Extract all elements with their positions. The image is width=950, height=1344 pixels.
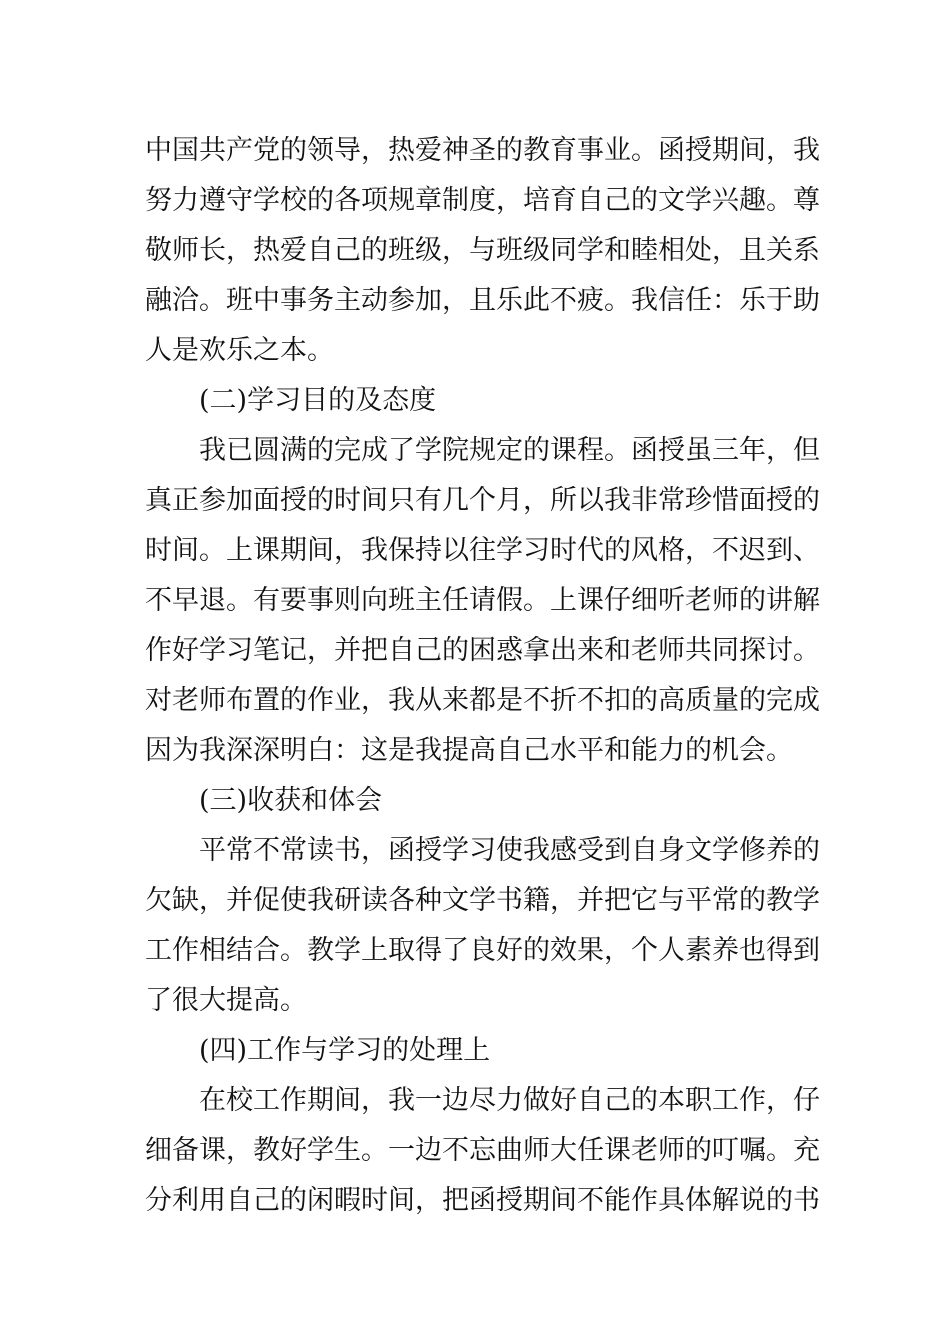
text-line: 中国共产党的领导，热爱神圣的教育事业。函授期间，我 [145, 135, 820, 166]
text-line: 在校工作期间，我一边尽力做好自己的本职工作，仔 [199, 1085, 820, 1116]
text-line: 时间。上课期间，我保持以往学习时代的风格，不迟到、 [145, 535, 820, 566]
text-line: 融洽。班中事务主动参加，且乐此不疲。我信任：乐于助 [145, 285, 820, 316]
text-line: 我已圆满的完成了学院规定的课程。函授虽三年，但 [199, 435, 820, 466]
text-line: (四)工作与学习的处理上 [199, 1035, 491, 1066]
text-line: 因为我深深明白：这是我提高自己水平和能力的机会。 [145, 735, 793, 766]
text-line: 对老师布置的作业，我从来都是不折不扣的高质量的完成 [145, 685, 820, 716]
text-line: (三)收获和体会 [199, 785, 383, 816]
text-line: 努力遵守学校的各项规章制度，培育自己的文学兴趣。尊 [145, 185, 820, 216]
text-line: 真正参加面授的时间只有几个月，所以我非常珍惜面授的 [145, 485, 820, 516]
text-line: 人是欢乐之本。 [145, 335, 334, 366]
text-line: 欠缺，并促使我研读各种文学书籍，并把它与平常的教学 [145, 885, 820, 916]
text-line: 细备课，教好学生。一边不忘曲师大任课老师的叮嘱。充 [145, 1135, 820, 1166]
text-line: 工作相结合。教学上取得了良好的效果，个人素养也得到 [145, 935, 820, 966]
document-body [145, 126, 820, 1226]
text-line: 敬师长，热爱自己的班级，与班级同学和睦相处，且关系 [145, 235, 820, 266]
text-line: 作好学习笔记，并把自己的困惑拿出来和老师共同探讨。 [145, 635, 820, 666]
text-line: 分利用自己的闲暇时间，把函授期间不能作具体解说的书 [145, 1185, 820, 1216]
text-line: 平常不常读书，函授学习使我感受到自身文学修养的 [199, 835, 820, 866]
text-line: 了很大提高。 [145, 985, 307, 1016]
text-line: 不早退。有要事则向班主任请假。上课仔细听老师的讲解 [145, 585, 820, 616]
text-line: (二)学习目的及态度 [199, 385, 437, 416]
